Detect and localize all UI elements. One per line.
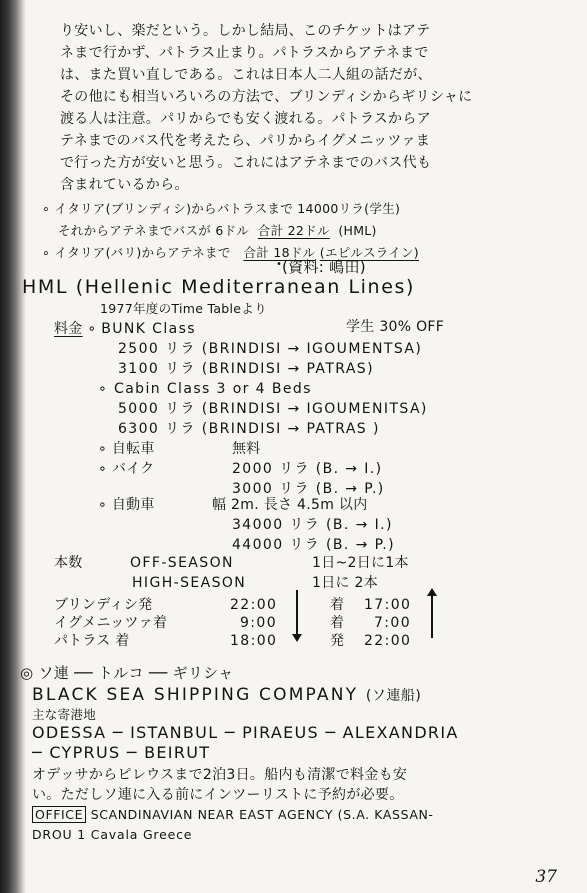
page-binding-shadow (0, 0, 26, 893)
route-title: ソ連 ── トルコ ── ギリシャ (38, 664, 234, 682)
off-season-freq: 1日~2日に1本 (312, 555, 409, 571)
student-discount: 学生 30% OFF (346, 319, 445, 335)
route-ports-2: ─ CYPRUS ─ BEIRUT (32, 743, 211, 762)
intro-line-5: 渡る人は注意。パリからでも安く渡れる。パトラスからア (60, 111, 431, 127)
bullet-1-cont (58, 222, 377, 240)
fare-label-text: 料金 (54, 321, 83, 337)
cabin-row-1: 5000 リラ (BRINDISI → IGOUMENITSA) (118, 401, 428, 417)
route-ports-1: ODESSA ─ ISTANBUL ─ PIRAEUS ─ ALEXANDRIA (32, 723, 459, 742)
sched-mark-3: 発 (330, 633, 345, 649)
bullet-2-line1: イタリア(バリ)からアテネまで (54, 245, 231, 260)
bunk-class: BUNK Class (101, 321, 196, 337)
bike-row-2: 3000 リラ (B. → P.) (232, 481, 385, 497)
double-circle-icon: ◎ (20, 664, 34, 682)
sched-port-3: パトラス 着 (54, 633, 130, 649)
route-heading (20, 664, 233, 682)
bike-item: ∘ バイク (98, 461, 155, 477)
bike-row-1: 2000 リラ (B. → I.) (232, 461, 383, 477)
car-item: ∘ 自動車 (98, 497, 155, 513)
bullet-2-total: 合計 18ドル (243, 245, 316, 260)
sched-time-2b: 7:00 (374, 615, 412, 631)
sched-time-1b: 17:00 (364, 597, 412, 613)
route-ports-label: 主な寄港地 (32, 707, 97, 722)
cabin-class-text: Cabin Class 3 or 4 Beds (114, 381, 312, 397)
bicycle-item: ∘ 自転車 (98, 441, 155, 457)
bullet-2: ∘ イタリア(バリ)からアテネまで 合計 18ドル (エピルスライン) (42, 245, 419, 260)
bunk-row-1: 2500 リラ (BRINDISI → IGOUMENTSA) (118, 341, 423, 357)
bunk-row-2: 3100 リラ (BRINDISI → PATRAS) (118, 361, 374, 377)
route-company (32, 686, 421, 705)
arrow-up-icon (431, 594, 433, 638)
sched-time-3b: 22:00 (364, 633, 412, 649)
hml-subtitle: 1977年度のTime Tableより (100, 301, 267, 316)
high-season-freq: 1日に 2本 (312, 575, 379, 591)
arrow-down-icon (296, 590, 298, 636)
cabin-class: ∘ Cabin Class 3 or 4 Beds (98, 381, 312, 397)
bullet-2-line: (エピルスライン) (319, 245, 419, 260)
route-note-1: オデッサからピレウスまで2泊3日。船内も清潔で料金も安 (32, 767, 408, 783)
route-note-2: い。ただしソ連に入る前にインツーリストに予約が必要。 (32, 787, 404, 803)
intro-line-6: テネまでのバス代を考えたら、パリからイグメニッツァま (60, 133, 431, 149)
dot-mark: • (276, 259, 283, 270)
fare-label: 料金 ∘ BUNK Class (54, 321, 196, 337)
sched-mark-2: 着 (330, 615, 345, 631)
intro-line-7: で行った方が安いと思う。これにはアテネまでのバス代も (60, 155, 432, 171)
car-label: 自動車 (111, 497, 155, 513)
sched-time-3: 18:00 (230, 633, 278, 649)
intro-line-2: ネまで行かず、パトラス止まり。パトラスからアテネまで (60, 45, 429, 61)
route-office-2: DROU 1 Cavala Greece (32, 827, 193, 842)
intro-line-3: は、また買い直しである。これは日本人二人組の話だが、 (60, 67, 432, 83)
car-row-2: 44000 リラ (B. → P.) (232, 537, 395, 553)
bullet-1-line: (HML) (338, 223, 377, 238)
intro-line-1: り安いし、楽だという。しかし結局、このチケットはアテ (60, 23, 431, 39)
bicycle-fee: 無料 (232, 441, 261, 457)
frequency-label: 本数 (54, 555, 83, 571)
route-company-name: BLACK SEA SHIPPING COMPANY (32, 685, 359, 705)
bicycle-label: 自転車 (111, 441, 155, 457)
sched-port-1: ブリンディシ発 (54, 597, 153, 613)
bullet-1-line2: それからアテネまでバスが 6ドル (58, 223, 250, 238)
intro-line-4: その他にも相当いろいろの方法で、ブリンディシからギリシャに (60, 89, 473, 105)
high-season: HIGH-SEASON (132, 575, 247, 591)
office-line-1: SCANDINAVIAN NEAR EAST AGENCY (S.A. KASSAN- (90, 807, 434, 822)
sched-time-2: 9:00 (240, 615, 278, 631)
sched-port-2: イグメニッツァ着 (54, 615, 168, 631)
source-note: (資料: 嶋田) (282, 258, 366, 276)
cabin-row-2: 6300 リラ (BRINDISI → PATRAS ) (118, 421, 380, 437)
intro-line-8: 含まれているから。 (60, 177, 189, 193)
bullet-1-total: 合計 22ドル (257, 223, 330, 238)
car-row-1: 34000 リラ (B. → I.) (232, 517, 393, 533)
bike-label: バイク (111, 461, 155, 477)
hml-title: HML (Hellenic Mediterranean Lines) (22, 276, 416, 298)
off-season: OFF-SEASON (130, 555, 234, 571)
route-office-1 (32, 806, 434, 824)
sched-time-1: 22:00 (230, 597, 278, 613)
sched-mark-1: 着 (330, 597, 345, 613)
route-company-jp: (ソ連船) (365, 688, 422, 704)
page-number: 37 (535, 867, 557, 887)
bullet-1-line1: イタリア(ブリンディシ)からパトラスまで 14000リラ(学生) (54, 201, 401, 216)
office-label: OFFICE (32, 806, 86, 823)
bullet-1: ∘ イタリア(ブリンディシ)からパトラスまで 14000リラ(学生) (42, 201, 401, 216)
car-size: 幅 2m. 長さ 4.5m 以内 (212, 497, 368, 513)
